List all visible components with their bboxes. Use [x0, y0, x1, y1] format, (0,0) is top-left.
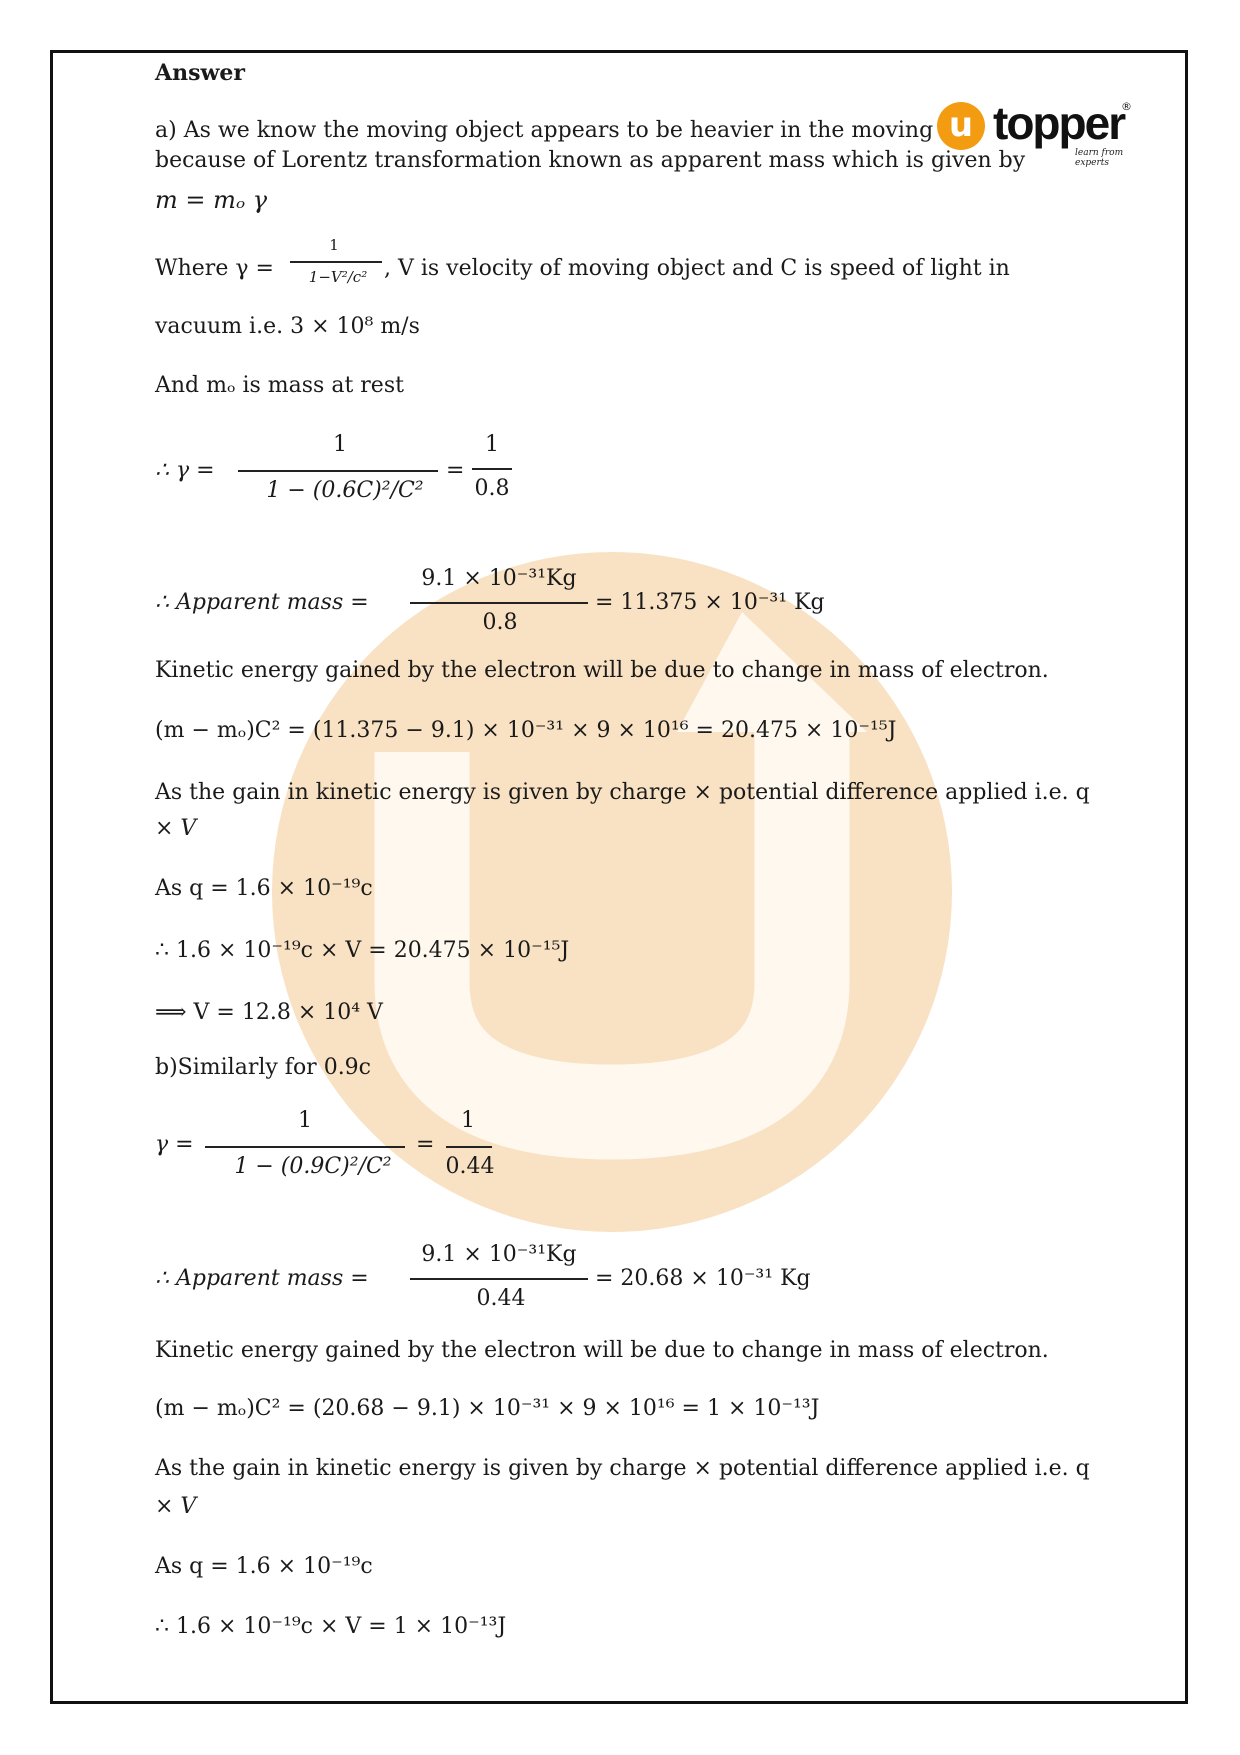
gamma-b-r-bar	[446, 1146, 492, 1148]
gamma-r-num: 1	[485, 432, 499, 457]
gain-line-2-a: × V	[155, 816, 197, 841]
ke-equation-a: (m − mₒ)C² = (11.375 − 9.1) × 10⁻³¹ × 9 × 10¹⁶ = 20.475 × 10⁻¹⁵J	[155, 718, 897, 743]
where-prefix: Where γ =	[155, 256, 274, 281]
qv-equation-b: ∴ 1.6 × 10⁻¹⁹c × V = 1 × 10⁻¹³J	[155, 1614, 507, 1639]
apparent-mass-rhs: = 11.375 × 10⁻³¹ Kg	[595, 590, 825, 615]
gamma-eq: =	[446, 458, 465, 483]
apparent-mass-b-den: 0.44	[476, 1286, 526, 1311]
gamma-num: 1	[333, 432, 347, 457]
apparent-mass-b-lhs: ∴ Apparent mass =	[155, 1266, 369, 1291]
qv-equation-a: ∴ 1.6 × 10⁻¹⁹c × V = 20.475 × 10⁻¹⁵J	[155, 938, 570, 963]
gamma-bar	[238, 470, 438, 472]
part-b-title: b)Similarly for 0.9c	[155, 1055, 372, 1080]
mass-formula: m = mₒ γ	[155, 186, 268, 214]
logo-wordmark: topper	[993, 97, 1125, 149]
ke-equation-b: (m − mₒ)C² = (20.68 − 9.1) × 10⁻³¹ × 9 × 10¹⁶ = 1 × 10⁻¹³J	[155, 1396, 820, 1421]
logo-tagline: learn from experts	[1075, 148, 1124, 168]
registered-mark: ®	[1121, 100, 1132, 113]
gamma-b-bar	[205, 1146, 405, 1148]
gamma-r-den: 0.8	[474, 476, 510, 501]
logo-u-icon: u	[937, 102, 985, 150]
apparent-mass-bar	[410, 602, 588, 604]
intro-line-2: because of Lorentz transformation known as apparent mass which is given by	[155, 148, 1026, 173]
gamma-b-r-num: 1	[461, 1108, 475, 1133]
gamma-b-den: 1 − (0.9C)²/C²	[234, 1154, 392, 1179]
gain-line-1-b: As the gain in kinetic energy is given by charge × potential difference applied i.e. q	[155, 1456, 1090, 1481]
vacuum-line: vacuum i.e. 3 × 10⁸ m/s	[155, 314, 420, 339]
gamma-lhs: ∴ γ =	[155, 458, 215, 483]
gamma-b-eq: =	[416, 1132, 435, 1157]
apparent-mass-b-rhs: = 20.68 × 10⁻³¹ Kg	[595, 1266, 811, 1291]
apparent-mass-num: 9.1 × 10⁻³¹Kg	[421, 566, 577, 591]
apparent-mass-den: 0.8	[482, 610, 518, 635]
where-fraction-den: 1−V²/c²	[308, 268, 368, 286]
charge-value-a: As q = 1.6 × 10⁻¹⁹c	[155, 876, 373, 901]
voltage-result-a: ⟹ V = 12.8 × 10⁴ V	[155, 1000, 383, 1025]
charge-value-b: As q = 1.6 × 10⁻¹⁹c	[155, 1554, 373, 1579]
gamma-b-r-den: 0.44	[445, 1154, 495, 1179]
gain-line-2-b: × V	[155, 1494, 197, 1519]
apparent-mass-b-num: 9.1 × 10⁻³¹Kg	[421, 1242, 577, 1267]
where-fraction-bar	[290, 261, 382, 263]
where-fraction-num: 1	[329, 236, 339, 254]
ke-text-b: Kinetic energy gained by the electron will be due to change in mass of electron.	[155, 1338, 1049, 1363]
gamma-b-lhs: γ =	[155, 1132, 194, 1157]
gamma-b-num: 1	[298, 1108, 312, 1133]
where-suffix: , V is velocity of moving object and C is speed of light in	[384, 256, 1010, 281]
ke-text-a: Kinetic energy gained by the electron will be due to change in mass of electron.	[155, 658, 1049, 683]
gamma-den: 1 − (0.6C)²/C²	[266, 478, 424, 503]
intro-line-1: a) As we know the moving object appears to be heavier in the moving	[155, 118, 934, 143]
gamma-r-bar	[472, 468, 512, 470]
apparent-mass-lhs: ∴ Apparent mass =	[155, 590, 369, 615]
apparent-mass-b-bar	[410, 1278, 588, 1280]
gain-line-1-a: As the gain in kinetic energy is given by charge × potential difference applied i.e. q	[155, 780, 1090, 805]
mass-at-rest-line: And mₒ is mass at rest	[155, 373, 404, 398]
answer-heading: Answer	[155, 60, 245, 86]
